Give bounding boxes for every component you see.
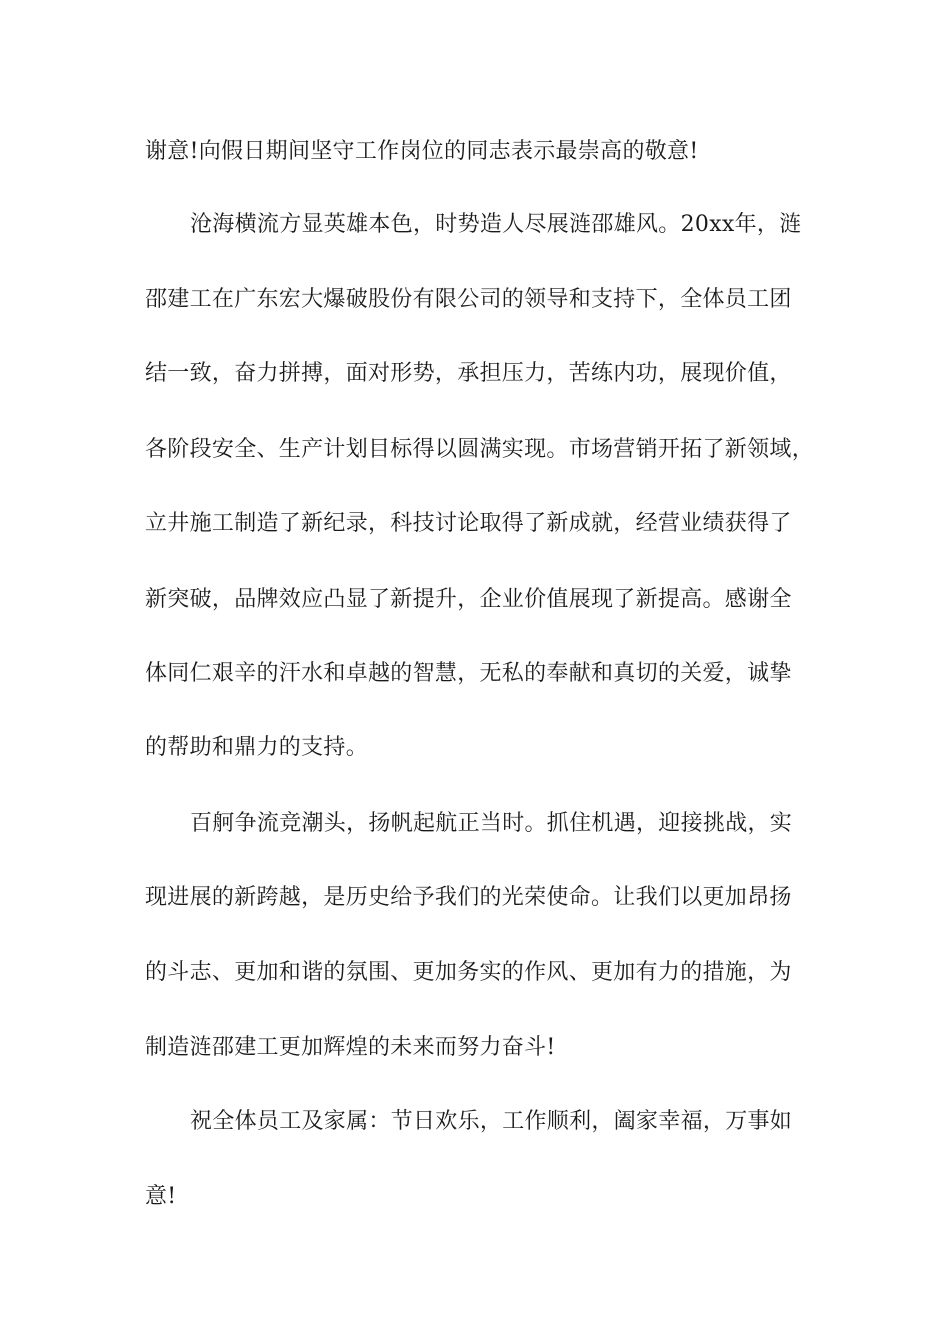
- text-line: 邵建工在广东宏大爆破股份有限公司的领导和支持下，全体员工团: [145, 287, 792, 312]
- text-line: 现进展的新跨越，是历史给予我们的光荣使命。让我们以更加昂扬: [145, 885, 792, 910]
- text-line: 结一致，奋力拼搏，面对形势，承担压力，苦练内功，展现价值，: [145, 361, 792, 386]
- text-line: 谢意!向假日期间坚守工作岗位的同志表示最崇高的敬意!: [145, 139, 699, 164]
- text-line: 新突破，品牌效应凸显了新提升，企业价值展现了新提高。感谢全: [145, 587, 792, 612]
- text-line: 体同仁艰辛的汗水和卓越的智慧，无私的奉献和真切的关爱，诚挚: [145, 661, 792, 686]
- text-line: 的帮助和鼎力的支持。: [145, 735, 369, 760]
- text-line: 的斗志、更加和谐的氛围、更加务实的作风、更加有力的措施，为: [145, 960, 792, 985]
- paragraph-first-line: 百舸争流竞潮头，扬帆起航正当时。抓住机遇，迎接挑战，实: [190, 811, 793, 836]
- paragraph-first-line: 沧海横流方显英雄本色，时势造人尽展涟邵雄风。20xx年，涟: [190, 212, 802, 237]
- text-line: 制造涟邵建工更加辉煌的未来而努力奋斗!: [145, 1035, 556, 1060]
- text-line: 立井施工制造了新纪录，科技讨论取得了新成就，经营业绩获得了: [145, 511, 792, 536]
- text-line: 各阶段安全、生产计划目标得以圆满实现。市场营销开拓了新领域，: [145, 437, 815, 462]
- text-line: 意!: [145, 1184, 177, 1209]
- paragraph-first-line: 祝全体员工及家属：节日欢乐，工作顺利，阖家幸福，万事如: [190, 1109, 793, 1134]
